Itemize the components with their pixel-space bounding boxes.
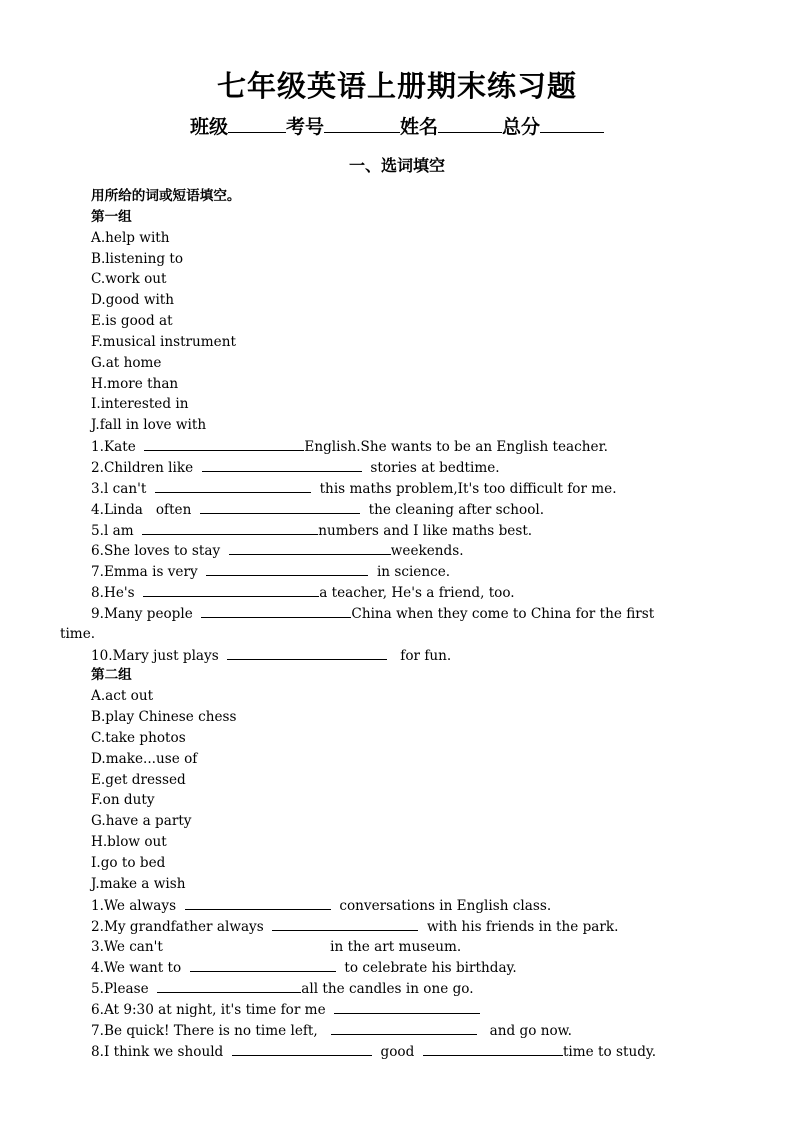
score-blank[interactable]: [540, 114, 604, 133]
class-label: 班级: [189, 116, 228, 138]
group2-option: B.play Chinese chess: [91, 709, 237, 726]
group1-option: F.musical instrument: [91, 333, 236, 350]
answer-blank[interactable]: [334, 999, 480, 1014]
group2-question: 3.We can't in the art museum.: [91, 936, 741, 957]
group2-option: F.on duty: [91, 792, 155, 809]
answer-blank[interactable]: [157, 978, 301, 993]
group2-question: 7.Be quick! There is no time left, and go now.: [91, 1020, 741, 1041]
group1-label: 第一组: [91, 208, 132, 225]
group2-option: A.act out: [91, 688, 154, 705]
answer-blank[interactable]: [202, 457, 362, 472]
answer-blank[interactable]: [229, 540, 391, 555]
group1-option: B.listening to: [91, 250, 184, 267]
group1-question: 4.Linda often the cleaning after school.: [91, 499, 741, 520]
answer-blank[interactable]: [155, 478, 311, 493]
exam-number-blank[interactable]: [324, 114, 400, 133]
group1-question: 6.She loves to stay weekends.: [91, 540, 741, 561]
group1-question: 1.Kate English.She wants to be an English teacher.: [91, 436, 741, 457]
group2-option: J.make a wish: [91, 875, 186, 892]
group2-option: I.go to bed: [91, 855, 166, 871]
group1-question: 3.l can't this maths problem,It's too difficult for me.: [91, 478, 741, 499]
group2-option: G.have a party: [91, 813, 192, 830]
answer-blank[interactable]: [143, 582, 319, 597]
group2-question: 1.We always conversations in English class.: [91, 895, 741, 916]
group1-question-continuation: time.: [60, 625, 96, 642]
group1-option: A.help with: [91, 229, 170, 246]
answer-blank[interactable]: [201, 603, 351, 618]
answer-blank[interactable]: [190, 957, 336, 972]
exercise-content: [60, 186, 741, 1061]
answer-blank[interactable]: [206, 561, 368, 576]
group1-option: I.interested in: [91, 396, 189, 413]
group2-question: 5.Please all the candles in one go.: [91, 978, 741, 999]
answer-blank[interactable]: [331, 1020, 477, 1035]
answer-blank[interactable]: [185, 895, 331, 910]
answer-blank[interactable]: [142, 520, 318, 535]
group1-question: 9.Many people China when they come to China for the first: [91, 603, 741, 624]
group1-question: 2.Children like stories at bedtime.: [91, 457, 741, 478]
group2-option: H.blow out: [91, 834, 167, 851]
group1-option: H.more than: [91, 375, 179, 392]
section-title: 一、选词填空: [348, 156, 445, 175]
name-label: 姓名: [400, 116, 439, 138]
exam-number-label: 考号: [285, 116, 324, 138]
group1-option: J.fall in love with: [91, 417, 207, 434]
answer-blank[interactable]: [423, 1041, 563, 1056]
score-label: 总分: [502, 116, 541, 138]
answer-blank[interactable]: [272, 916, 418, 931]
answer-blank[interactable]: [172, 936, 322, 951]
name-blank[interactable]: [438, 114, 502, 133]
class-blank[interactable]: [228, 114, 286, 133]
page-title: 七年级英语上册期末练习题: [216, 69, 577, 103]
group1-question: 7.Emma is very in science.: [91, 561, 741, 582]
group1-question: 5.l am numbers and I like maths best.: [91, 520, 741, 541]
group2-option: C.take photos: [91, 729, 186, 746]
group1-option: G.at home: [91, 354, 162, 371]
group2-question: 4.We want to to celebrate his birthday.: [91, 957, 741, 978]
group2-question: 8.I think we should good time to study.: [91, 1041, 741, 1062]
answer-blank[interactable]: [200, 499, 360, 514]
answer-blank[interactable]: [227, 645, 387, 660]
group2-option: E.get dressed: [91, 771, 186, 788]
group1-option: D.good with: [91, 292, 175, 309]
group2-question: 2.My grandfather always with his friends in the park.: [91, 916, 741, 937]
student-info-line: [0, 112, 794, 139]
group2-option: D.make...use of: [91, 750, 198, 767]
group2-label: 第二组: [91, 667, 132, 684]
answer-blank[interactable]: [144, 436, 304, 451]
group1-question: 10.Mary just plays for fun.: [91, 645, 741, 666]
group2-question: 6.At 9:30 at night, it's time for me: [91, 999, 741, 1020]
group1-option: C.work out: [91, 271, 167, 288]
instruction: 用所给的词或短语填空。: [91, 188, 241, 204]
group1-option: E.is good at: [91, 313, 173, 330]
group1-question: 8.He's a teacher, He's a friend, too.: [91, 582, 741, 603]
answer-blank[interactable]: [232, 1041, 372, 1056]
